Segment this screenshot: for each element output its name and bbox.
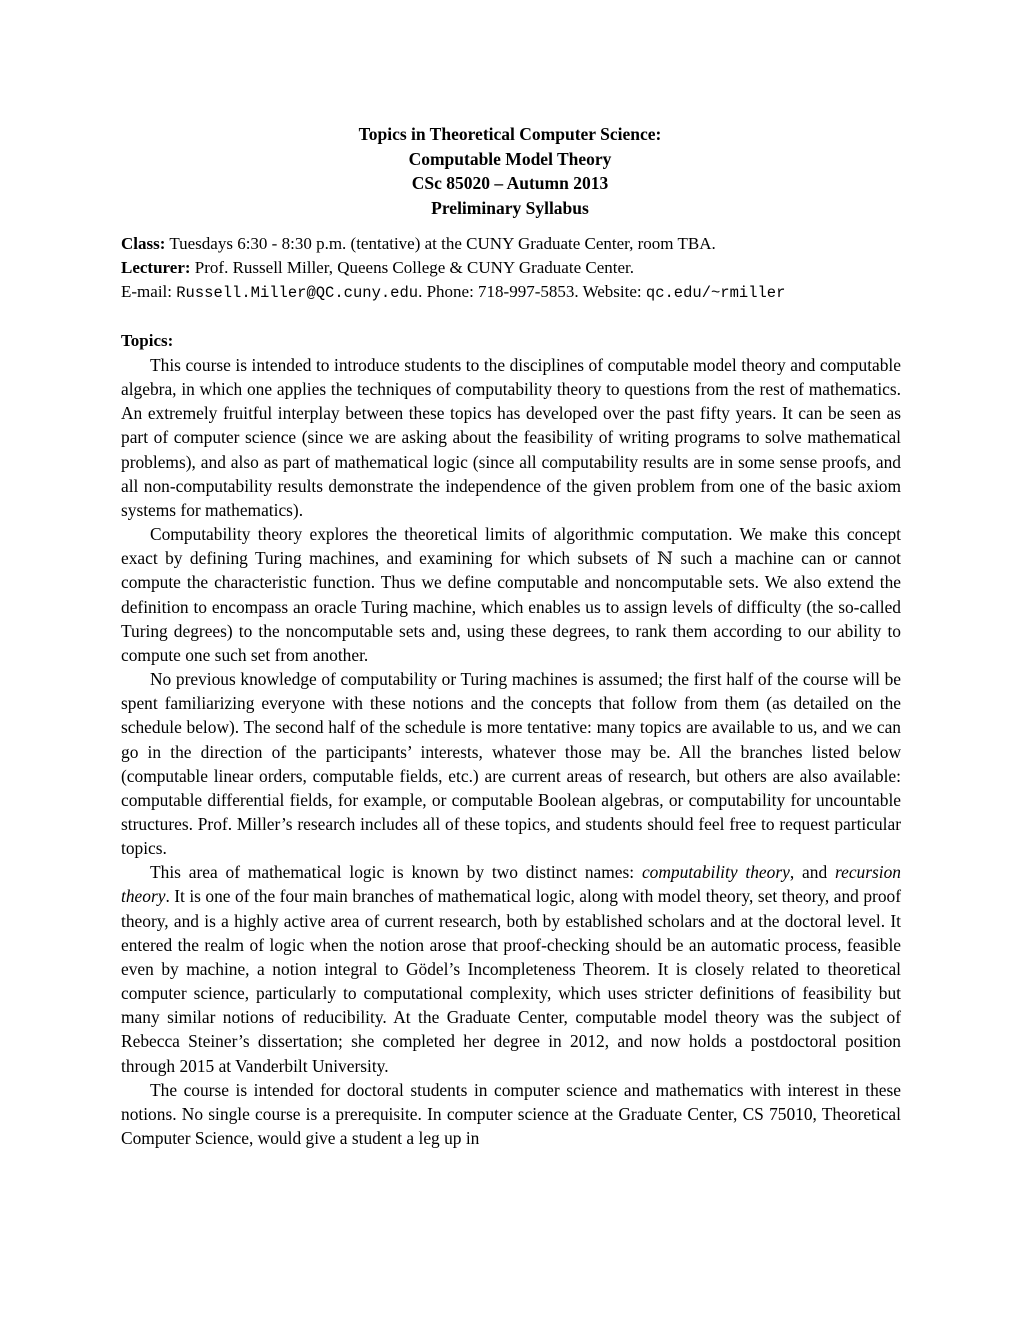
phone-text: . Phone: 718-997-5853. Website: — [418, 282, 646, 301]
contact-line — [121, 280, 911, 305]
course-code-term: CSc 85020 – Autumn 2013 — [411, 173, 609, 193]
paragraph-text: . It is one of the four main branches of mathematical logic, along with model theory, set theory, and proof theory, and is a highly active area of current research, both by established scholars and at the doctoral level. It entered the realm of logic when the notion arose that proof-checking should be an automatic process, feasible even by machine, a notion integral to Gödel’s Incompleteness Theorem. It is closely related to theoretical computer science, particularly to computational complexity, which uses stricter definitions of feasibility but many similar notions of reducibility. At the Graduate Center, computable model theory was the subject of Rebecca Steiner’s dissertation; she completed her degree in 2012, and now holds a postdoctoral position through 2015 at Vanderbilt University. — [121, 886, 901, 1076]
topics-heading: Topics: — [121, 331, 174, 350]
paragraph-text: This area of mathematical logic is known by two distinct names: — [150, 862, 642, 883]
document-subtitle: Preliminary Syllabus — [431, 197, 589, 218]
paragraph-text: , and — [789, 862, 835, 883]
paragraph — [121, 860, 901, 1077]
lecturer-text: Prof. Russell Miller, Queens College & CUNY Graduate Center. — [190, 258, 634, 277]
class-text: Tuesdays 6:30 - 8:30 p.m. (tentative) at the CUNY Graduate Center, room TBA. — [165, 234, 716, 253]
term-recursion-theory: recursion theory — [121, 862, 901, 907]
course-title: Computable Model Theory — [408, 148, 612, 169]
term-computability-theory: computability theory — [641, 862, 790, 883]
email-label: E-mail: — [121, 282, 177, 301]
title-block — [0, 122, 1020, 220]
lecturer-line — [121, 256, 911, 280]
class-line — [121, 232, 911, 256]
paragraph: Computability theory explores the theoretical limits of algorithmic computation. We make this concept exact by defining Turing machines, and examining for which subsets of ℕ such a machine can or cannot compute the characteristic function. Thus we define computable and noncomputable sets. We also extend the definition to encompass an oracle Turing machine, which enables us to assign levels of difficulty (the so-called Turing degrees) to the noncomputable sets and, using these degrees, to rank them according to our ability to compute one such set from another. — [121, 524, 901, 665]
paragraph: The course is intended for doctoral students in computer science and mathematics with interest in these notions. No single course is a prerequisite. In computer science at the Graduate Center, CS 75010, Theoretical Computer Science, would give a student a leg up in — [121, 1079, 901, 1148]
course-info — [121, 232, 911, 305]
website-link[interactable]: qc.edu/~rmiller — [645, 284, 786, 302]
class-label: Class: — [121, 234, 166, 253]
paragraph: No previous knowledge of computability or Turing machines is assumed; the first half of the course will be spent familiarizing everyone with these notions and the concepts that follow from them (as detailed on the schedule below). The second half of the schedule is more tentative: many topics are available to us, and we can go in the direction of the participants’ interests, whatever those may be. All the branches listed below (computable linear orders, computable fields, etc.) are current areas of research, but others are also available: computable differential fields, for example, or computable Boolean algebras, or computability for uncountable structures. Prof. Miller’s research includes all of these topics, and students should feel free to request particular topics. — [121, 669, 901, 859]
course-series-title: Topics in Theoretical Computer Science: — [358, 124, 662, 144]
email-link[interactable]: Russell.Miller@QC.cuny.edu — [176, 284, 419, 302]
topics-body — [121, 353, 901, 1150]
lecturer-label: Lecturer: — [121, 258, 191, 277]
paragraph: This course is intended to introduce students to the disciplines of computable model theory and computable algebra, in which one applies the techniques of computability theory to questions from the rest of mathematics. An extremely fruitful interplay between these topics has developed over the past fifty years. It can be seen as part of computer science (since we are asking about the feasibility of writing programs to solve mathematical problems), and also as part of mathematical logic (since all computability results are in some sense proofs, and all non-computability results demonstrate the independence of the given problem from one of the basic axiom systems for mathematics). — [121, 355, 901, 520]
